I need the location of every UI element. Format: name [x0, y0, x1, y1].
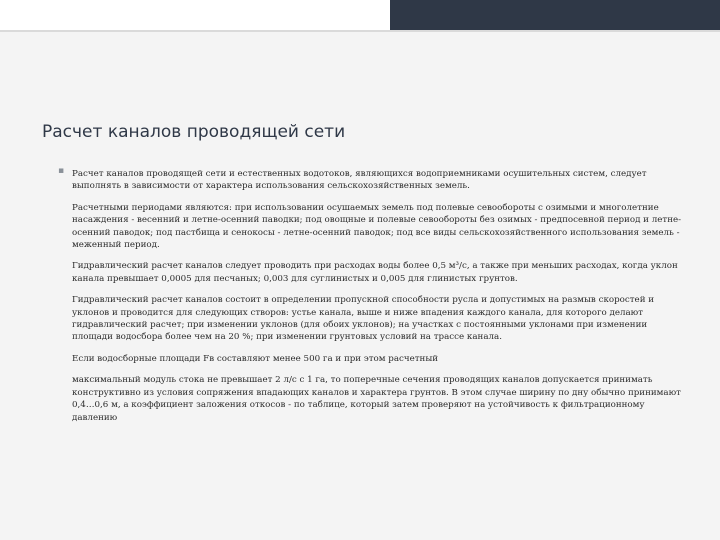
slide-title: Расчет каналов проводящей сети [42, 122, 346, 142]
top-decoration [0, 0, 720, 32]
paragraph-3: Гидравлический расчет каналов следует проводить при расходах воды более 0,5 м³/с, а также при меньших расходах, когда уклон канала превышает 0,0005 для песчаных; 0,003 для суглинистых и 0,005 для глинистых грунтов. [72, 261, 678, 284]
header-bar [390, 0, 720, 30]
slide-content [72, 168, 682, 433]
paragraph-5: Если водосборные площади Fв составляют менее 500 га и при этом расчетный [72, 353, 439, 364]
paragraph-2: Расчетными периодами являются: при использовании осушаемых земель под полевые севообороты с озимыми и многолетние насаждения - весенний и летне-осенний паводки; под овощные и полевые севообороты без озимых - предпосевной период и летне-осенний паводок; под пастбища и сенокосы - летне-осенний паводок; под все виды сельскохозяйственного использования земель - меженный период. [72, 202, 682, 251]
bullet-icon: ▪ [58, 166, 65, 176]
paragraph-1: Расчет каналов проводящей сети и естественных водотоков, являющихся водоприемниками осушительных систем, следует выполнять в зависимости от характера использования сельскохозяйственных земель. [72, 169, 647, 192]
paragraph-6: максимальный модуль стока не превышает 2 л/с с 1 га, то поперечные сечения проводящих каналов допускается принимать конструктивно из условия сопряжения впадающих каналов и характера грунтов. В этом случае ширину по дну обычно принимают 0,4…0,6 м, а коэффициент заложения откосов - по таблице, который затем проверяют на устойчивость к фильтрационному давлению [72, 375, 681, 423]
paragraph-4: Гидравлический расчет каналов состоит в определении пропускной способности русла и допустимых на размыв скоростей и уклонов и проводится для следующих створов: устье канала, выше и ниже впадения каждого канала, для которого делают гидравлический расчет; при изменении уклонов (для обоих уклонов); на участках с постоянными уклонами при изменении площади водосбора более чем на 20 %; при изменении грунтовых условий на трассе канала. [72, 295, 655, 343]
